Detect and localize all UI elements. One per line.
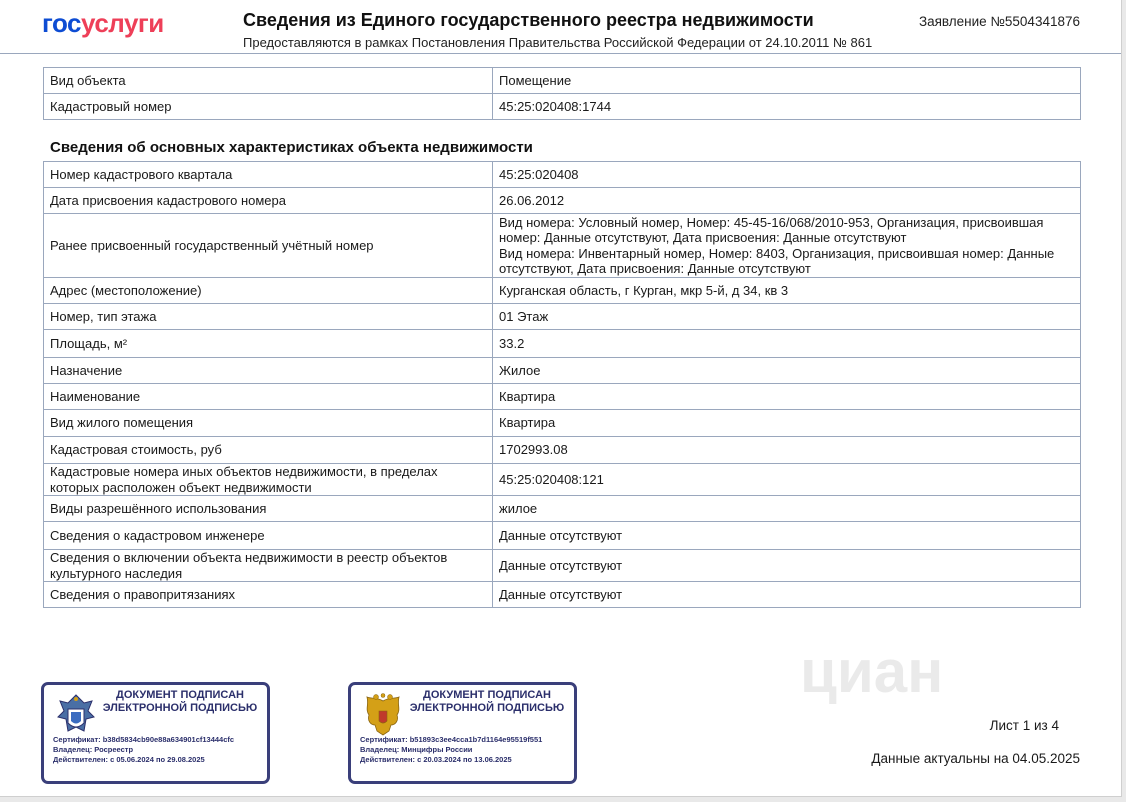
- table-row: [44, 94, 1081, 120]
- row-value: 45:25:020408:1744: [493, 94, 1081, 120]
- table-row: [44, 410, 1081, 437]
- row-label: Сведения о включении объекта недвижимости в реестр объектов культурного наследия: [44, 550, 493, 582]
- row-value: Помещение: [493, 68, 1081, 94]
- table-row: [44, 278, 1081, 304]
- stamp-certificate: Сертификат: b38d5834cb90e88a634901cf13444cfc: [53, 735, 235, 744]
- signature-stamp-mintsifry: [348, 682, 577, 784]
- stamp-owner: Владелец: Росреестр: [53, 745, 134, 754]
- row-value: 26.06.2012: [493, 188, 1081, 214]
- stamp-validity: Действителен: с 20.03.2024 по 13.06.2025: [360, 755, 512, 764]
- row-label: Кадастровые номера иных объектов недвижимости, в пределах которых расположен объект недвижимости: [44, 464, 493, 496]
- row-label: Номер кадастрового квартала: [44, 162, 493, 188]
- row-label: Вид объекта: [44, 68, 493, 94]
- row-value: 1702993.08: [493, 437, 1081, 464]
- table-row: [44, 358, 1081, 384]
- table-row: [44, 496, 1081, 522]
- row-label: Виды разрешённого использования: [44, 496, 493, 522]
- section-heading: Сведения об основных характеристиках объекта недвижимости: [50, 139, 533, 156]
- gosuslugi-logo: госуслуги: [42, 8, 164, 38]
- table-row: [44, 188, 1081, 214]
- row-label: Кадастровая стоимость, руб: [44, 437, 493, 464]
- row-label: Дата присвоения кадастрового номера: [44, 188, 493, 214]
- table-row: [44, 214, 1081, 278]
- row-label: Наименование: [44, 384, 493, 410]
- application-number: Заявление №5504341876: [918, 14, 1080, 29]
- document-title: Сведения из Единого государственного реестра недвижимости: [243, 10, 814, 30]
- cian-watermark: [790, 630, 1000, 710]
- watermark-text: циан: [800, 638, 944, 705]
- row-label: Назначение: [44, 358, 493, 384]
- document-header: [0, 0, 1121, 54]
- row-label: Площадь, м²: [44, 330, 493, 358]
- row-value: Данные отсутствуют: [493, 522, 1081, 550]
- document-subtitle: Предоставляются в рамках Постановления Правительства Российской Федерации от 24.10.2011 № 861: [243, 35, 873, 50]
- row-value: 45:25:020408: [493, 162, 1081, 188]
- row-label: Номер, тип этажа: [44, 304, 493, 330]
- table-row: [44, 464, 1081, 496]
- row-value: Квартира: [493, 384, 1081, 410]
- table-row: [44, 384, 1081, 410]
- row-label: Сведения о правопритязаниях: [44, 582, 493, 608]
- rosreestr-emblem-icon: [54, 693, 98, 737]
- table-row: [44, 582, 1081, 608]
- row-value: Вид номера: Условный номер, Номер: 45-45-16/068/2010-953, Организация, присвоившая номер: Данные отсутствуют, Дата присвоения: Данные отсутствуют Вид номера: Инвентарный номер, Номер: 8403, Организация, присвоившая номер: Данные отсутствуют, Дата присвоения: Данные отсутствуют: [493, 214, 1081, 278]
- stamp-title: ДОКУМЕНТ ПОДПИСАН ЭЛЕКТРОННОЙ ПОДПИСЬЮ: [102, 689, 258, 714]
- row-value: 45:25:020408:121: [493, 464, 1081, 496]
- table-row: [44, 304, 1081, 330]
- table-row: [44, 330, 1081, 358]
- row-value: жилое: [493, 496, 1081, 522]
- row-value: Данные отсутствуют: [493, 582, 1081, 608]
- object-table: [43, 67, 1081, 120]
- stamp-title: ДОКУМЕНТ ПОДПИСАН ЭЛЕКТРОННОЙ ПОДПИСЬЮ: [409, 689, 565, 714]
- row-value: 01 Этаж: [493, 304, 1081, 330]
- row-label: Сведения о кадастровом инженере: [44, 522, 493, 550]
- row-value: 33.2: [493, 330, 1081, 358]
- table-row: [44, 522, 1081, 550]
- actual-date: Данные актуальны на 04.05.2025: [871, 751, 1080, 766]
- table-row: [44, 437, 1081, 464]
- stamp-validity: Действителен: с 05.06.2024 по 29.08.2025: [53, 755, 205, 764]
- signature-stamp-rosreestr: [41, 682, 270, 784]
- row-value: Квартира: [493, 410, 1081, 437]
- page-counter: Лист 1 из 4: [989, 718, 1059, 733]
- table-row: [44, 68, 1081, 94]
- row-value: Курганская область, г Курган, мкр 5-й, д 34, кв 3: [493, 278, 1081, 304]
- row-label: Вид жилого помещения: [44, 410, 493, 437]
- russian-coat-of-arms-icon: [361, 693, 405, 737]
- table-row: [44, 162, 1081, 188]
- row-label: Ранее присвоенный государственный учётный номер: [44, 214, 493, 278]
- row-label: Кадастровый номер: [44, 94, 493, 120]
- stamp-owner: Владелец: Минцифры России: [360, 745, 473, 754]
- characteristics-table: [43, 161, 1081, 608]
- row-value: Жилое: [493, 358, 1081, 384]
- row-value: Данные отсутствуют: [493, 550, 1081, 582]
- stamp-certificate: Сертификат: b51893c3ee4cca1b7d1164e95519f551: [360, 735, 543, 744]
- table-row: [44, 550, 1081, 582]
- row-label: Адрес (местоположение): [44, 278, 493, 304]
